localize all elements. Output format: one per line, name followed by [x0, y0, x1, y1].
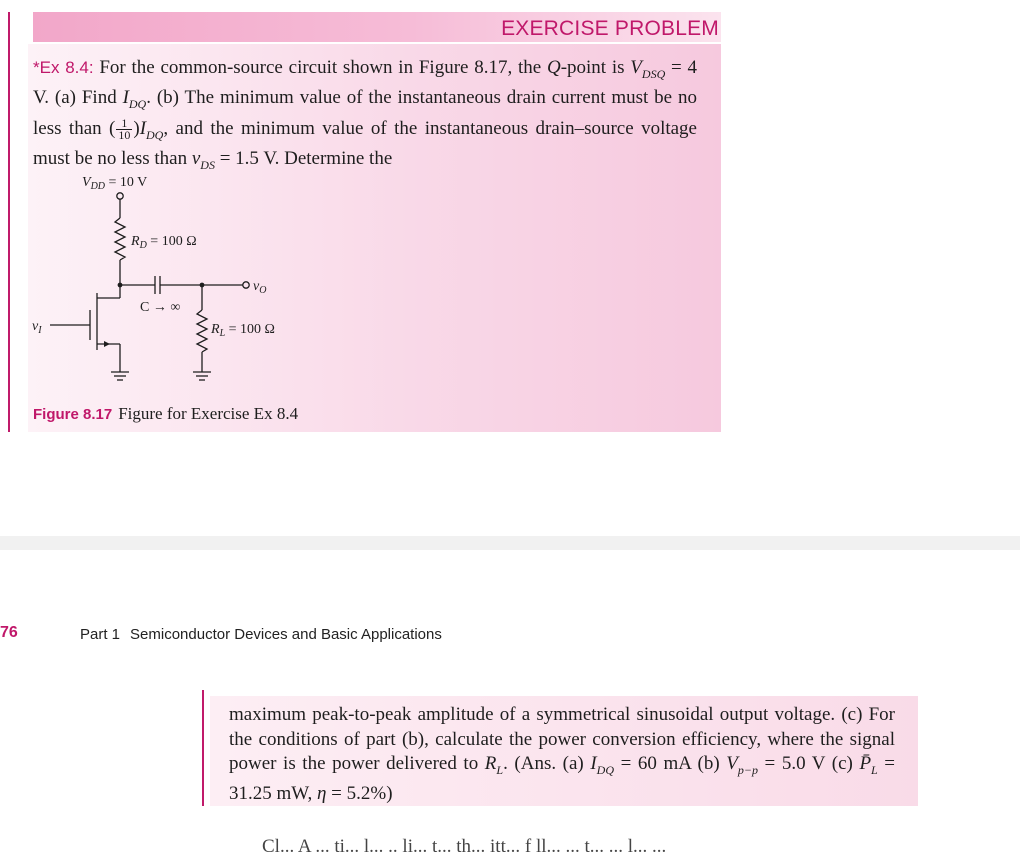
- text-run: ): [133, 117, 140, 139]
- figure-number: Figure 8.17: [33, 406, 113, 423]
- text-run: = 5.0 V (c): [757, 753, 860, 774]
- cutoff-text-line: Cl... A ... ti... l... .. li... t... th... itt... f ll... ... t... ... l... ...: [262, 836, 667, 857]
- text-run: = 5.2%): [326, 783, 393, 805]
- math-i: I: [590, 753, 597, 774]
- text-run: -point is: [560, 57, 631, 78]
- running-head: [80, 626, 442, 643]
- vi-label: $v_I$: [32, 319, 42, 336]
- math-sub: L: [496, 762, 504, 777]
- math-q: Q: [546, 57, 561, 78]
- math-sub: p−p: [737, 762, 758, 777]
- text-run: = 31.25 mW,: [229, 753, 896, 805]
- text-run: For the common-source circuit shown in Figure 8.17, the: [99, 57, 547, 78]
- math-v: v: [191, 147, 201, 169]
- running-head-title: Semiconductor Devices and Basic Applications: [130, 626, 442, 643]
- vdd-label: $V_{DD} = 10$ V: [82, 175, 148, 192]
- figure-caption-text: Figure for Exercise Ex 8.4: [118, 404, 299, 423]
- math-i: I: [122, 87, 129, 109]
- capacitor-label: C → ∞: [140, 300, 181, 315]
- text-run: maximum peak-to-peak amplitude of a symmetrical sinusoidal output voltage. (c) For the conditions of part (b), calculate the power conversion efficiency, where the signal power is the power delivered to: [229, 704, 895, 774]
- math-sub: DS: [200, 157, 215, 172]
- math-sub: L: [871, 762, 878, 777]
- math-eta: η: [316, 783, 327, 805]
- running-head-part: Part 1: [80, 626, 121, 643]
- drain-node: [118, 283, 123, 288]
- rl-label: $R_L = 100$ Ω: [211, 322, 275, 339]
- figure-caption: [33, 404, 298, 424]
- math-sub: DQ: [146, 127, 164, 142]
- math-sub: DQ: [128, 97, 147, 112]
- rl-resistor: [197, 310, 207, 352]
- rd-label: $R_D = 100$ Ω: [131, 234, 197, 251]
- math-v: V: [726, 753, 738, 774]
- text-run: = 1.5 V. Determine the: [214, 147, 393, 169]
- math-r: R: [484, 753, 497, 774]
- exercise-label: *Ex 8.4:: [33, 58, 94, 77]
- text-run: . (b) The minimum value of the instantaneous drain current must be no less than (: [33, 87, 697, 139]
- rd-resistor: [115, 218, 125, 260]
- math-i: I: [139, 117, 147, 139]
- text-run: . (Ans. (a): [503, 753, 591, 774]
- output-node: [200, 283, 205, 288]
- vo-label: $v_O$: [253, 279, 267, 296]
- page-number: 76: [0, 624, 18, 641]
- vdd-terminal: [117, 193, 123, 199]
- page-separator: [0, 536, 1020, 550]
- text-run: = 60 mA (b): [614, 753, 727, 774]
- text-run: , and the minimum value of the instantaneous drain–source voltage must be no less than: [33, 117, 697, 169]
- fraction-denominator: 10: [118, 127, 131, 142]
- text-run: = 4 V. (a) Find: [33, 57, 697, 109]
- math-v: V: [630, 57, 642, 78]
- math-sub: DQ: [596, 762, 615, 777]
- continuation-rule: [202, 690, 204, 806]
- math-p: P̄: [859, 753, 872, 774]
- exercise-header-title: EXERCISE PROBLEM: [501, 17, 719, 40]
- mosfet-arrow: [104, 341, 110, 347]
- vo-terminal: [243, 282, 249, 288]
- circuit-diagram: [0, 0, 400, 440]
- fraction-numerator: 1: [116, 118, 132, 130]
- continuation-paragraph: [229, 703, 895, 807]
- math-sub: DSQ: [641, 66, 666, 81]
